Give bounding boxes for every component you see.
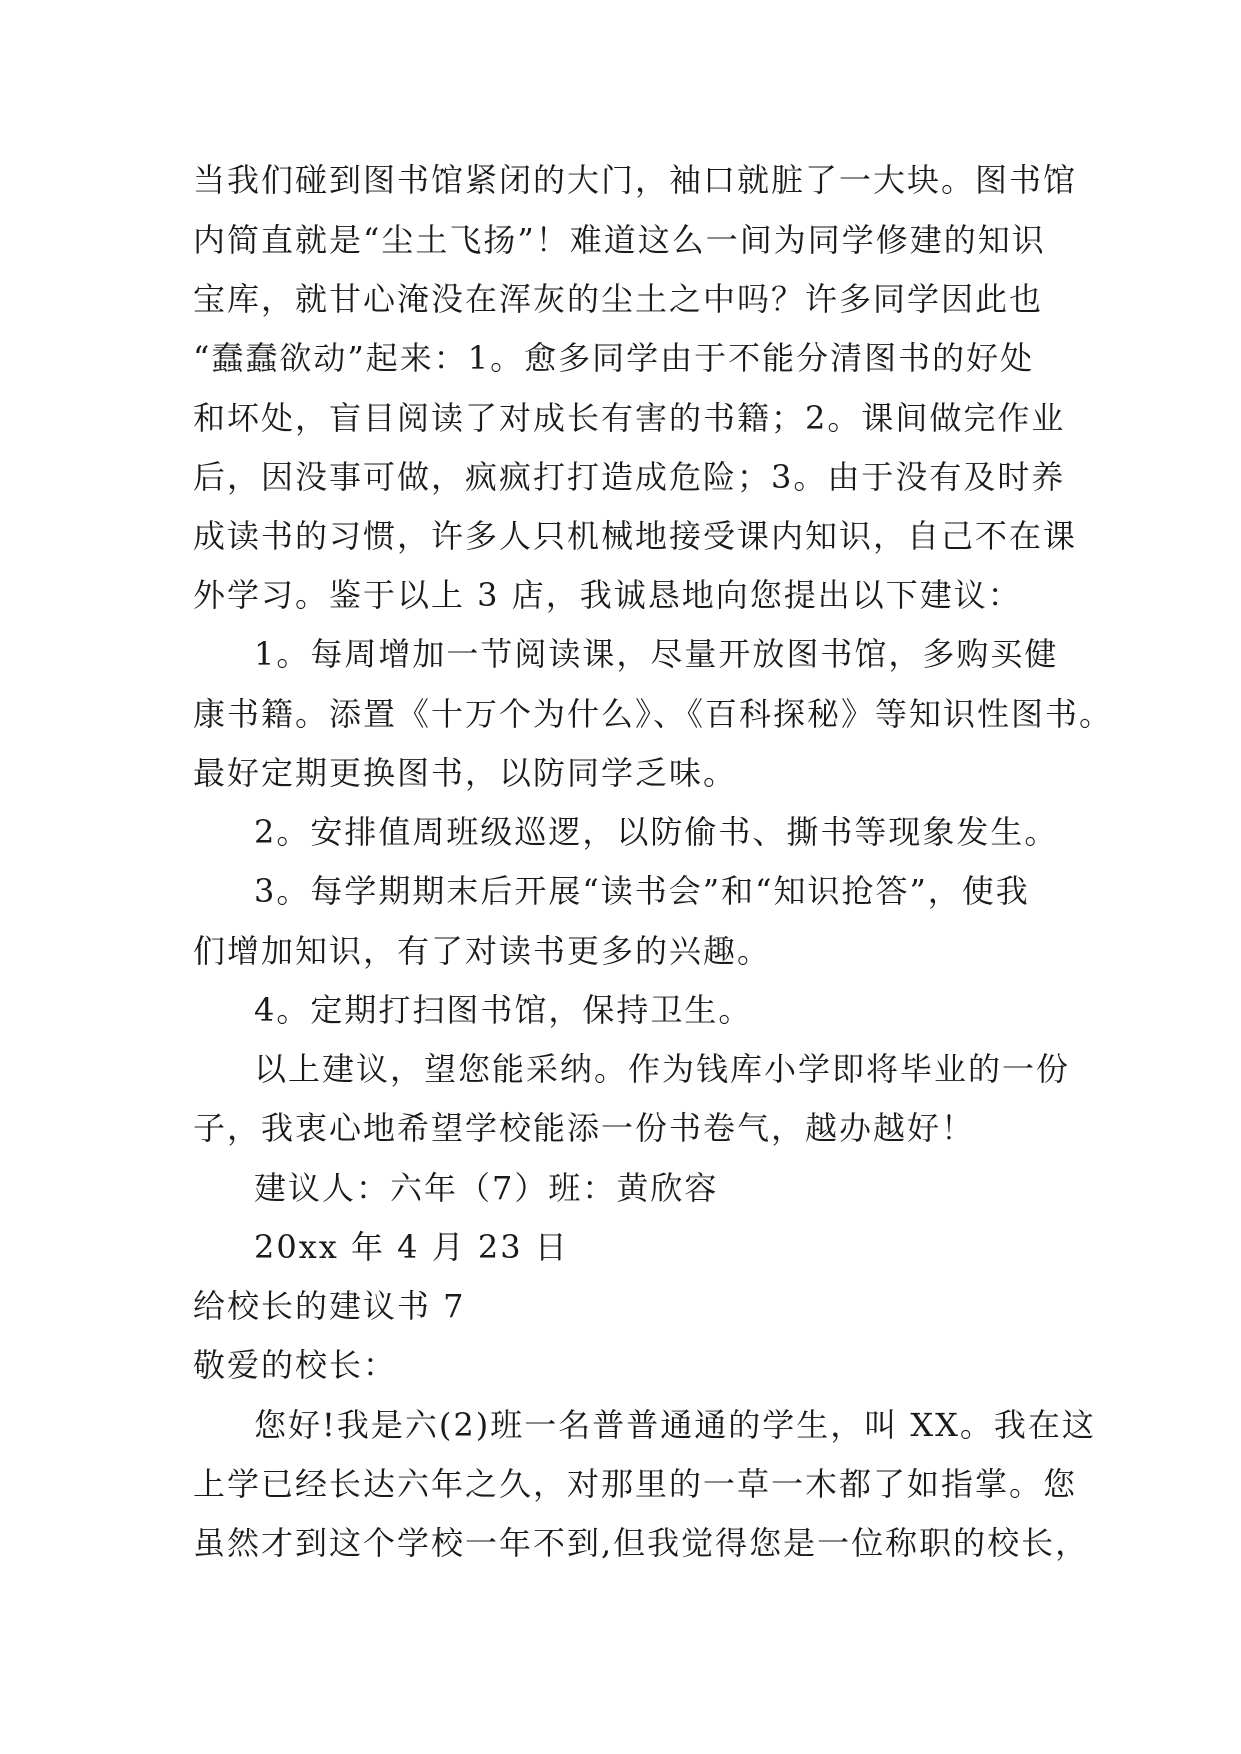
text-line: 虽然才到这个学校一年不到,但我觉得您是一位称职的校长， bbox=[193, 1524, 1090, 1562]
text-line: 成读书的习惯，许多人只机械地接受课内知识，自己不在课 bbox=[193, 517, 1078, 555]
paragraph-start: 您好!我是六(2)班一名普普通通的学生，叫 XX。我在这 bbox=[254, 1406, 1096, 1444]
text-line: 康书籍。添置《十万个为什么》、《百科探秘》等知识性图书。 bbox=[193, 695, 1114, 733]
list-item-3: 3。每学期期末后开展“读书会”和“知识抢答”，使我 bbox=[254, 872, 1030, 910]
text-line: 子，我衷心地希望学校能添一份书卷气，越办越好！ bbox=[193, 1109, 976, 1147]
salutation: 敬爱的校长： bbox=[193, 1346, 398, 1384]
list-item-1: 1。每周增加一节阅读课，尽量开放图书馆，多购买健 bbox=[254, 635, 1059, 673]
text-line: 当我们碰到图书馆紧闭的大门，袖口就脏了一大块。图书馆 bbox=[193, 161, 1078, 199]
text-line: 们增加知识，有了对读书更多的兴趣。 bbox=[193, 932, 772, 970]
date-line: 20xx 年 4 月 23 日 bbox=[254, 1228, 569, 1266]
list-item-2: 2。安排值周班级巡逻，以防偷书、撕书等现象发生。 bbox=[254, 813, 1059, 851]
closing-paragraph: 以上建议，望您能采纳。作为钱库小学即将毕业的一份 bbox=[254, 1050, 1071, 1088]
text-line: 宝库，就甘心淹没在浑灰的尘土之中吗？许多同学因此也 bbox=[193, 280, 1044, 318]
text-line: 后，因没事可做，疯疯打打造成危险；3。由于没有及时养 bbox=[193, 458, 1066, 496]
signature-line: 建议人：六年（7）班：黄欣容 bbox=[254, 1169, 719, 1207]
section-title: 给校长的建议书 7 bbox=[193, 1287, 466, 1325]
text-line: “蠢蠢欲动”起来：1。愈多同学由于不能分清图书的好处 bbox=[193, 339, 1035, 377]
text-line: 内简直就是“尘土飞扬”！难道这么一间为同学修建的知识 bbox=[193, 221, 1046, 259]
text-line: 上学已经长达六年之久，对那里的一草一木都了如指掌。您 bbox=[193, 1465, 1078, 1503]
text-line: 和坏处，盲目阅读了对成长有害的书籍；2。课间做完作业 bbox=[193, 399, 1066, 437]
text-line: 最好定期更换图书，以防同学乏味。 bbox=[193, 754, 738, 792]
list-item-4: 4。定期打扫图书馆，保持卫生。 bbox=[254, 991, 753, 1029]
text-line: 外学习。鉴于以上 3 店，我诚恳地向您提出以下建议： bbox=[193, 576, 1022, 614]
